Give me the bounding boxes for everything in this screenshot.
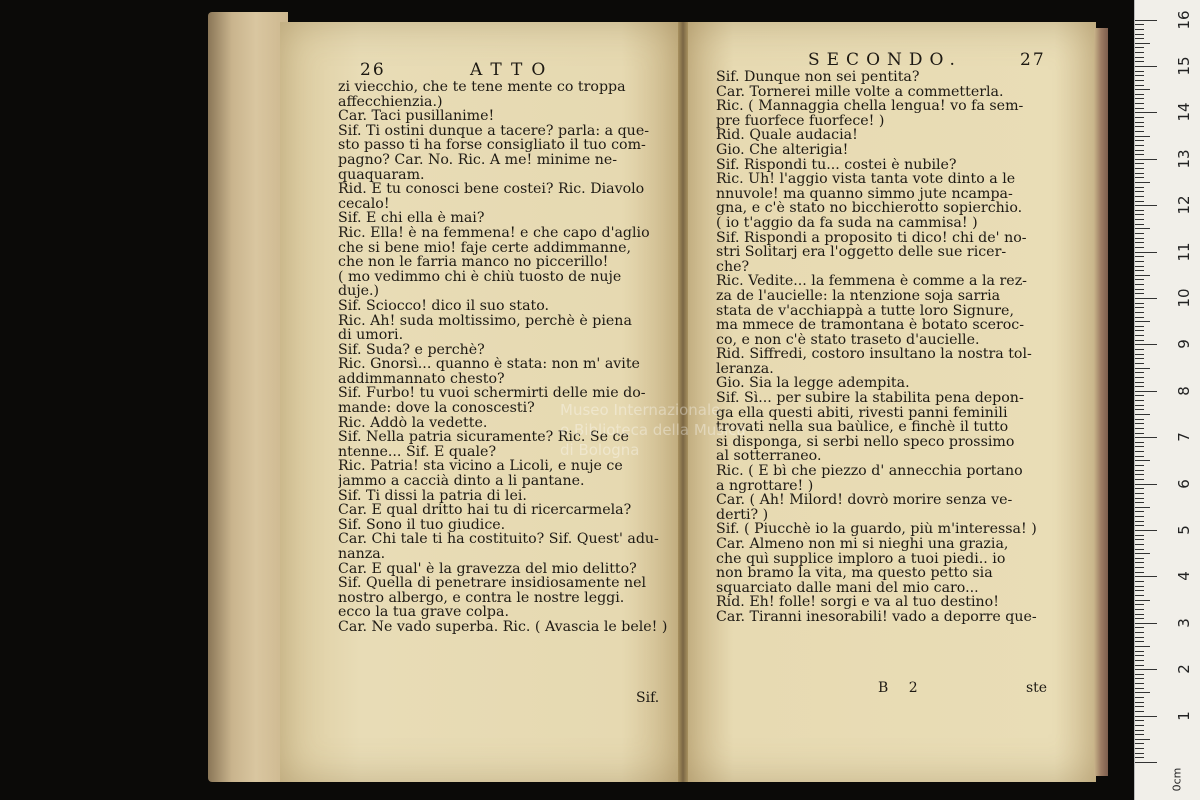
ruler-tick (1135, 52, 1144, 53)
ruler-tick (1135, 191, 1144, 192)
right-line: Sif. Dunque non sei pentita? (716, 70, 920, 85)
right-line: Car. Almeno non mi si nieghi una grazia, (716, 537, 1009, 552)
ruler-tick (1135, 335, 1144, 336)
ruler-mark-label: 2 (1175, 664, 1193, 674)
ruler-tick (1135, 80, 1144, 81)
ruler-mark-label: 5 (1175, 525, 1193, 535)
ruler-tick (1135, 678, 1144, 679)
right-page-text (716, 70, 1062, 625)
left-line: che si bene mio! faje certe addimmanne, (338, 240, 632, 256)
ruler-tick (1135, 117, 1144, 118)
ruler-tick (1135, 159, 1157, 160)
ruler-tick (1135, 173, 1144, 174)
ruler-tick (1135, 182, 1150, 183)
ruler-tick (1135, 405, 1144, 406)
right-line: che quì supplice imploro a tuoi piedi.. io (716, 551, 1006, 567)
ruler-tick (1135, 697, 1144, 698)
ruler-tick (1135, 743, 1144, 744)
watermark-line-1: Museo Internazionale (560, 401, 721, 419)
left-line: Car. Taci pusillanime! (338, 109, 495, 124)
left-page-number: 26 (360, 60, 386, 80)
left-line: Car. Chi tale ti ha costituito? Sif. Quest' adu- (338, 532, 659, 547)
left-line: che non le farria manco no piccerillo! (338, 255, 609, 270)
right-page-number: 27 (1020, 50, 1046, 70)
ruler-tick (1135, 47, 1144, 48)
ruler-tick (1135, 730, 1144, 731)
ruler-tick (1135, 442, 1144, 443)
ruler-tick (1135, 201, 1144, 202)
left-catchword: Sif. (636, 690, 660, 706)
left-line: di umori. (338, 328, 404, 343)
ruler-tick (1135, 298, 1157, 299)
left-line: Car. E qual dritto hai tu di ricercarmela? (338, 503, 632, 518)
ruler-tick (1135, 85, 1144, 86)
ruler-tick (1135, 474, 1144, 475)
ruler-tick (1135, 261, 1144, 262)
ruler-tick (1135, 748, 1144, 749)
left-line: cecalo! (338, 196, 390, 212)
left-line: Ric. Ah! suda moltissimo, perchè è piena (338, 313, 632, 329)
ruler-tick (1135, 187, 1144, 188)
ruler-mark-label: 16 (1175, 10, 1193, 30)
right-line: Car. Tiranni inesorabili! vado a deporre que- (716, 609, 1037, 625)
right-line: Car. Tornerei mille volte a commetterla. (716, 84, 1004, 100)
ruler-tick (1135, 205, 1157, 206)
right-running-head: SECONDO. (808, 50, 962, 70)
right-line: Sif. Sì... per subire la stabilita pena depon- (716, 391, 1024, 406)
ruler-tick (1135, 275, 1150, 276)
right-line: Rid. Eh! folle! sorgi e va al tuo destino! (716, 595, 999, 610)
ruler-tick (1135, 326, 1144, 327)
ruler-tick (1135, 465, 1144, 466)
ruler-tick (1135, 57, 1144, 58)
ruler-tick (1135, 284, 1144, 285)
ruler-tick (1135, 210, 1144, 211)
ruler-tick (1135, 238, 1144, 239)
ruler-tick (1135, 706, 1144, 707)
right-line: ga ella questi abiti, rivesti panni feminili (716, 405, 1008, 421)
right-line: Ric. ( Mannaggia chella lengua! vo fa sem- (716, 99, 1024, 114)
ruler-tick (1135, 279, 1144, 280)
ruler-tick (1135, 289, 1144, 290)
left-line: Sif. Suda? e perchè? (338, 342, 485, 358)
right-line: leranza. (716, 361, 774, 377)
right-line: za de l'aucielle: la ntenzione soja sarria (716, 288, 1001, 304)
ruler-tick (1135, 34, 1144, 35)
measurement-ruler (1134, 0, 1200, 800)
book-page-stack (208, 12, 288, 782)
ruler-tick (1135, 150, 1144, 151)
ruler-tick (1135, 354, 1144, 355)
ruler-tick (1135, 549, 1144, 550)
ruler-mark-label: 7 (1175, 432, 1193, 442)
ruler-tick (1135, 307, 1144, 308)
ruler-tick (1135, 256, 1144, 257)
right-line: Rid. Quale audacia! (716, 128, 858, 143)
ruler-tick (1135, 382, 1144, 383)
ruler-tick (1135, 716, 1157, 717)
ruler-tick (1135, 196, 1144, 197)
ruler-tick (1135, 535, 1144, 536)
ruler-tick (1135, 20, 1157, 21)
left-line: quaquaram. (338, 167, 425, 183)
ruler-tick (1135, 618, 1144, 619)
right-line: si disponga, si serbi nello speco prossimo (716, 434, 1015, 450)
ruler-tick (1135, 502, 1144, 503)
left-line: Car. E qual' è la gravezza del mio delitto? (338, 561, 637, 577)
ruler-tick (1135, 368, 1150, 369)
right-line: Rid. Siffredi, costoro insultano la nostra tol- (716, 347, 1032, 362)
ruler-tick (1135, 66, 1157, 67)
ruler-tick (1135, 674, 1144, 675)
ruler-tick (1135, 651, 1144, 652)
right-line: stata de v'acchiappà a tutte loro Signure, (716, 303, 1014, 319)
ruler-tick (1135, 488, 1144, 489)
right-line: non bramo la vita, ma questo petto sia (716, 566, 993, 581)
left-line: Sif. Nella patria sicuramente? Ric. Se ce (338, 430, 629, 445)
left-line: Ric. Patria! sta vicino a Licoli, e nuje ce (338, 459, 623, 475)
ruler-tick (1135, 446, 1144, 447)
ruler-tick (1135, 363, 1144, 364)
left-line: Sif. E chi ella è mai? (338, 211, 485, 226)
ruler-tick (1135, 126, 1144, 127)
right-line: Ric. Uh! l'aggio vista tanta vote dinto a le (716, 172, 1016, 187)
ruler-tick (1135, 122, 1144, 123)
ruler-tick (1135, 112, 1157, 113)
ruler-tick (1135, 521, 1144, 522)
ruler-tick (1135, 163, 1144, 164)
ruler-mark-label: 15 (1175, 56, 1193, 76)
left-line: addimmannato chesto? (338, 371, 505, 387)
ruler-tick (1135, 131, 1144, 132)
left-line: mande: dove la conoscesti? (338, 401, 535, 416)
ruler-tick (1135, 600, 1150, 601)
ruler-tick (1135, 623, 1157, 624)
ruler-tick (1135, 303, 1144, 304)
ruler-mark-label: 3 (1175, 618, 1193, 628)
ruler-tick (1135, 103, 1144, 104)
book-right-edge (1094, 28, 1108, 776)
ruler-tick (1135, 544, 1144, 545)
ruler-tick (1135, 140, 1144, 141)
ruler-mark-label: 12 (1175, 195, 1193, 215)
ruler-tick (1135, 247, 1144, 248)
ruler-tick (1135, 372, 1144, 373)
ruler-tick (1135, 252, 1157, 253)
ruler-tick (1135, 312, 1144, 313)
left-line: sto passo ti ha forse consigliato il tuo com- (338, 138, 646, 153)
ruler-mark-label: 14 (1175, 102, 1193, 122)
ruler-tick (1135, 511, 1144, 512)
right-line: Sif. Rispondi a proposito ti dico! chi de' no- (716, 230, 1027, 246)
left-line: Sif. Ti dissi la patria di lei. (338, 488, 527, 504)
ruler-tick (1135, 692, 1150, 693)
ruler-tick (1135, 71, 1144, 72)
right-line: Car. ( Ah! Milord! dovrò morire senza ve- (716, 493, 1013, 508)
ruler-tick (1135, 516, 1144, 517)
ruler-tick (1135, 61, 1144, 62)
left-line: Sif. Sono il tuo giudice. (338, 517, 506, 533)
ruler-tick (1135, 451, 1144, 452)
ruler-tick (1135, 400, 1144, 401)
ruler-tick (1135, 530, 1157, 531)
ruler-tick (1135, 525, 1144, 526)
ruler-tick (1135, 43, 1150, 44)
left-line: Sif. Furbo! tu vuoi schermirti delle mie do- (338, 386, 646, 402)
ruler-tick (1135, 154, 1144, 155)
right-line: Ric. Vedite... la femmena è comme a la rez- (716, 274, 1027, 289)
ruler-tick (1135, 24, 1144, 25)
ruler-tick (1135, 646, 1150, 647)
ruler-tick (1135, 683, 1144, 684)
right-line: gna, e c'è stato no bicchierotto sopierchio. (716, 201, 1023, 216)
ruler-tick (1135, 498, 1144, 499)
ruler-tick (1135, 233, 1144, 234)
ruler-tick (1135, 479, 1144, 480)
right-line: a ngrottare! ) (716, 478, 814, 494)
ruler-tick (1135, 734, 1144, 735)
left-line: nostro albergo, e contra le nostre leggi. (338, 590, 625, 606)
left-line: Sif. Ti ostini dunque a tacere? parla: a que- (338, 123, 650, 139)
left-running-head: ATTO (470, 60, 555, 80)
ruler-tick (1135, 395, 1144, 396)
ruler-tick (1135, 391, 1157, 392)
left-line: Rid. E tu conosci bene costei? Ric. Diavolo (338, 182, 645, 197)
ruler-tick (1135, 456, 1144, 457)
ruler-tick (1135, 224, 1144, 225)
right-line: stri Solitarj era l'oggetto delle sue ricer- (716, 245, 1007, 260)
ruler-tick (1135, 358, 1144, 359)
right-line: pre fuorfece fuorfece! ) (716, 113, 885, 129)
ruler-mark-label: 4 (1175, 571, 1193, 582)
ruler-tick (1135, 711, 1144, 712)
right-line: trovati nella sua baùlice, e finchè il tutto (716, 420, 1009, 435)
ruler-tick (1135, 293, 1144, 294)
ruler-mark-label: 1 (1175, 710, 1193, 721)
ruler-tick (1135, 377, 1144, 378)
ruler-tick (1135, 145, 1144, 146)
ruler-tick (1135, 428, 1144, 429)
right-line: squarciato dalle mani del mio caro... (716, 580, 979, 596)
ruler-tick (1135, 414, 1150, 415)
ruler-tick (1135, 753, 1144, 754)
ruler-tick (1135, 409, 1144, 410)
left-line: ntenne... Sif. E quale? (338, 444, 497, 460)
ruler-tick (1135, 637, 1144, 638)
ruler-tick (1135, 386, 1144, 387)
ruler-mark-label: 6 (1175, 478, 1193, 489)
ruler-tick (1135, 576, 1157, 577)
ruler-tick (1135, 720, 1144, 721)
ruler-tick (1135, 419, 1144, 420)
ruler-tick (1135, 423, 1144, 424)
ruler-tick (1135, 98, 1144, 99)
ruler-tick (1135, 242, 1144, 243)
ruler-tick (1135, 219, 1144, 220)
left-page-text (338, 80, 680, 635)
left-line: zi viecchio, che te tene mente co troppa (338, 80, 626, 95)
ruler-tick (1135, 562, 1144, 563)
left-line: ( mo vedimmo chi è chiù tuosto de nuje (338, 269, 622, 285)
ruler-tick (1135, 567, 1144, 568)
ruler-mark-label: 10 (1175, 288, 1193, 308)
right-catchword: ste (1026, 680, 1048, 696)
right-line: co, e non c'è stato traseto d'aucielle. (716, 332, 980, 348)
ruler-tick (1135, 572, 1144, 573)
left-line: jammo a caccià dinto a li pantane. (338, 474, 585, 489)
left-line: Car. Ne vado superba. Ric. ( Avascia le bele! ) (338, 619, 668, 635)
ruler-tick (1135, 89, 1150, 90)
ruler-mark-label: 11 (1175, 242, 1193, 262)
right-line: nnuvole! ma quanno simmo jute ncampa- (716, 186, 1013, 202)
left-line: Sif. Sciocco! dico il suo stato. (338, 298, 550, 314)
ruler-tick (1135, 762, 1157, 763)
ruler-tick (1135, 108, 1144, 109)
right-line: Sif. Rispondi tu... costei è nubile? (716, 157, 957, 173)
ruler-tick (1135, 627, 1144, 628)
ruler-tick (1135, 553, 1150, 554)
signature-mark: B 2 (878, 680, 926, 696)
ruler-tick (1135, 214, 1144, 215)
right-line: Ric. ( E bì che piezzo d' annecchia portano (716, 464, 1023, 479)
ruler-mark-label: 13 (1175, 149, 1193, 169)
ruler-tick (1135, 344, 1157, 345)
ruler-tick (1135, 470, 1144, 471)
left-line: Sif. Quella di penetrare insidiosamente nel (338, 576, 647, 591)
ruler-tick (1135, 228, 1150, 229)
ruler-tick (1135, 266, 1144, 267)
ruler-tick (1135, 94, 1144, 95)
ruler-tick (1135, 321, 1150, 322)
ruler-tick (1135, 177, 1144, 178)
left-line: duje.) (338, 284, 380, 299)
ruler-tick (1135, 539, 1144, 540)
ruler-tick (1135, 558, 1144, 559)
ruler-tick (1135, 669, 1157, 670)
ruler-tick (1135, 507, 1150, 508)
ruler-tick (1135, 493, 1144, 494)
ruler-tick (1135, 725, 1144, 726)
ruler-tick (1135, 660, 1144, 661)
ruler-tick (1135, 702, 1144, 703)
left-line: ecco la tua grave colpa. (338, 605, 509, 620)
ruler-tick (1135, 38, 1144, 39)
ruler-tick (1135, 437, 1157, 438)
ruler-tick (1135, 609, 1144, 610)
right-line: ma mmece de tramontana è botato sceroc- (716, 318, 1025, 333)
library-watermark (560, 400, 746, 460)
ruler-mark-label: 8 (1175, 386, 1193, 396)
right-line: al sotterraneo. (716, 449, 822, 465)
ruler-tick (1135, 614, 1144, 615)
ruler-tick (1135, 641, 1144, 642)
ruler-tick (1135, 29, 1144, 30)
ruler-mark-label: 9 (1175, 339, 1193, 350)
left-line: Ric. Addò la vedette. (338, 415, 488, 431)
ruler-tick (1135, 349, 1144, 350)
watermark-line-3: di Bologna (560, 441, 640, 459)
right-line: che? (716, 259, 750, 275)
right-line: derti? ) (716, 507, 769, 523)
ruler-tick (1135, 168, 1144, 169)
ruler-tick (1135, 433, 1144, 434)
ruler-tick (1135, 317, 1144, 318)
left-line: Ric. Gnorsì... quanno è stata: non m' avite (338, 357, 640, 372)
ruler-tick (1135, 604, 1144, 605)
ruler-tick (1135, 590, 1144, 591)
left-line: affecchienzia.) (338, 94, 443, 110)
ruler-tick (1135, 688, 1144, 689)
ruler-tick (1135, 665, 1144, 666)
ruler-tick (1135, 581, 1144, 582)
left-line: nanza. (338, 547, 386, 562)
ruler-tick (1135, 595, 1144, 596)
ruler-tick (1135, 655, 1144, 656)
left-line: Ric. Ella! è na femmena! e che capo d'aglio (338, 225, 650, 241)
ruler-tick (1135, 739, 1150, 740)
right-line: Gio. Che alterigia! (716, 142, 849, 158)
watermark-line-2: e Biblioteca della Musica (560, 421, 746, 439)
ruler-tick (1135, 586, 1144, 587)
ruler-tick (1135, 340, 1144, 341)
ruler-tick (1135, 75, 1144, 76)
right-line: Sif. ( Piucchè io la guardo, più m'interessa! ) (716, 522, 1037, 537)
left-line: pagno? Car. No. Ric. A me! minime ne- (338, 152, 618, 168)
right-line: Gio. Sia la legge adempita. (716, 376, 910, 392)
ruler-tick (1135, 460, 1150, 461)
right-line: ( io t'aggio da fa suda na cammisa! ) (716, 215, 978, 231)
ruler-tick (1135, 270, 1144, 271)
ruler-tick (1135, 484, 1157, 485)
ruler-tick (1135, 136, 1150, 137)
ruler-unit-label: 0cm (1170, 767, 1184, 792)
ruler-tick (1135, 330, 1144, 331)
ruler-tick (1135, 757, 1144, 758)
ruler-tick (1135, 632, 1144, 633)
